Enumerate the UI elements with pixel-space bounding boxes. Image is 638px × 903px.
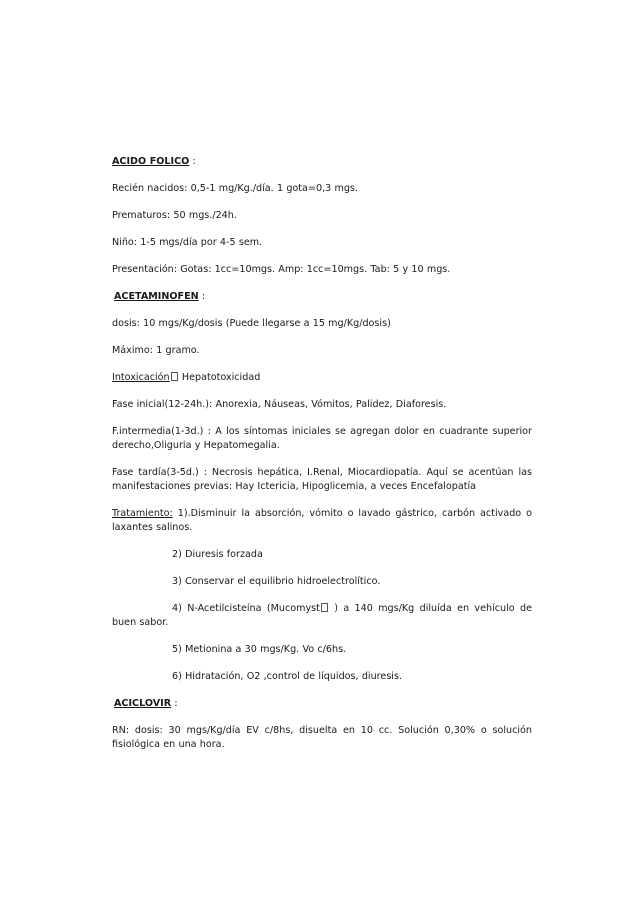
acetaminofen-fase-intermedia: F.intermedia(1-3d.) : A los síntomas iniciales se agregan dolor en cuadrante superior derecho,Oliguria y Hepatomegalia. — [112, 426, 532, 451]
tratamiento-step-2: 2) Diuresis forzada — [172, 549, 263, 560]
intoxicacion-value: Hepatotoxicidad — [178, 372, 261, 383]
tratamiento-step-3: 3) Conservar el equilibrio hidroelectrolítico. — [172, 576, 381, 587]
acido-folico-nino: Niño: 1-5 mgs/día por 4-5 sem. — [112, 237, 263, 248]
document-body — [112, 155, 532, 765]
tratamiento-step-5: 5) Metionina a 30 mgs/Kg. Vo c/6hs. — [172, 644, 347, 655]
tratamiento-step-1: 1).Disminuir la absorción, vómito o lavado gástrico, carbón activado o laxantes salinos. — [112, 508, 532, 533]
heading-colon: : — [198, 291, 206, 302]
acido-folico-recien-nacidos: Recién nacidos: 0,5-1 mg/Kg./día. 1 gota=0,3 mgs. — [112, 183, 358, 194]
acetaminofen-tratamiento — [112, 507, 532, 535]
acido-folico-presentacion: Presentación: Gotas: 1cc=10mgs. Amp: 1cc=10mgs. Tab: 5 y 10 mgs. — [112, 264, 451, 275]
acetaminofen-intoxicacion — [112, 371, 532, 385]
tratamiento-step-4-start: 4) N-Acetilcisteína (Mucomyst — [172, 603, 320, 614]
aciclovir-rn-dosis: RN: dosis: 30 mgs/Kg/día EV c/8hs, disuelta en 10 cc. Solución 0,30% o solución fisiológica en una hora. — [112, 725, 532, 750]
section-heading-aciclovir — [112, 697, 532, 711]
section-heading-acetaminofen — [112, 290, 532, 304]
acetaminofen-fase-tardia: Fase tardía(3-5d.) : Necrosis hepática, I.Renal, Miocardiopatía. Aquí se acentúan las manifestaciones previas: Hay Ictericia, Hipoglicemia, a veces Encefalopatía — [112, 467, 532, 492]
section-heading-acido-folico — [112, 155, 532, 169]
tratamiento-label: Tratamiento: — [112, 508, 173, 519]
heading-colon: : — [189, 156, 196, 167]
arrow-symbol-icon — [171, 372, 178, 381]
heading-acetaminofen: ACETAMINOFEN — [114, 291, 199, 302]
acetaminofen-fase-inicial: Fase inicial(12-24h.): Anorexia, Náuseas, Vómitos, Palidez, Diaforesis. — [112, 399, 447, 410]
heading-colon: : — [171, 698, 178, 709]
registered-symbol-icon — [321, 603, 328, 612]
intoxicacion-label: Intoxicación — [112, 372, 170, 383]
acetaminofen-maximo: Máximo: 1 gramo. — [112, 345, 200, 356]
heading-aciclovir: ACICLOVIR — [114, 698, 172, 709]
acido-folico-prematuros: Prematuros: 50 mgs./24h. — [112, 210, 237, 221]
acetaminofen-dosis: dosis: 10 mgs/Kg/dosis (Puede llegarse a 15 mg/Kg/dosis) — [112, 318, 391, 329]
tratamiento-step-6: 6) Hidratación, O2 ,control de líquidos, diuresis. — [172, 671, 403, 682]
tratamiento-step-4 — [112, 602, 532, 630]
tratamiento-step-4-end: ) a 140 mgs/Kg diluída en vehículo de buen sabor. — [112, 603, 532, 628]
heading-acido-folico: ACIDO FOLICO — [112, 156, 190, 167]
